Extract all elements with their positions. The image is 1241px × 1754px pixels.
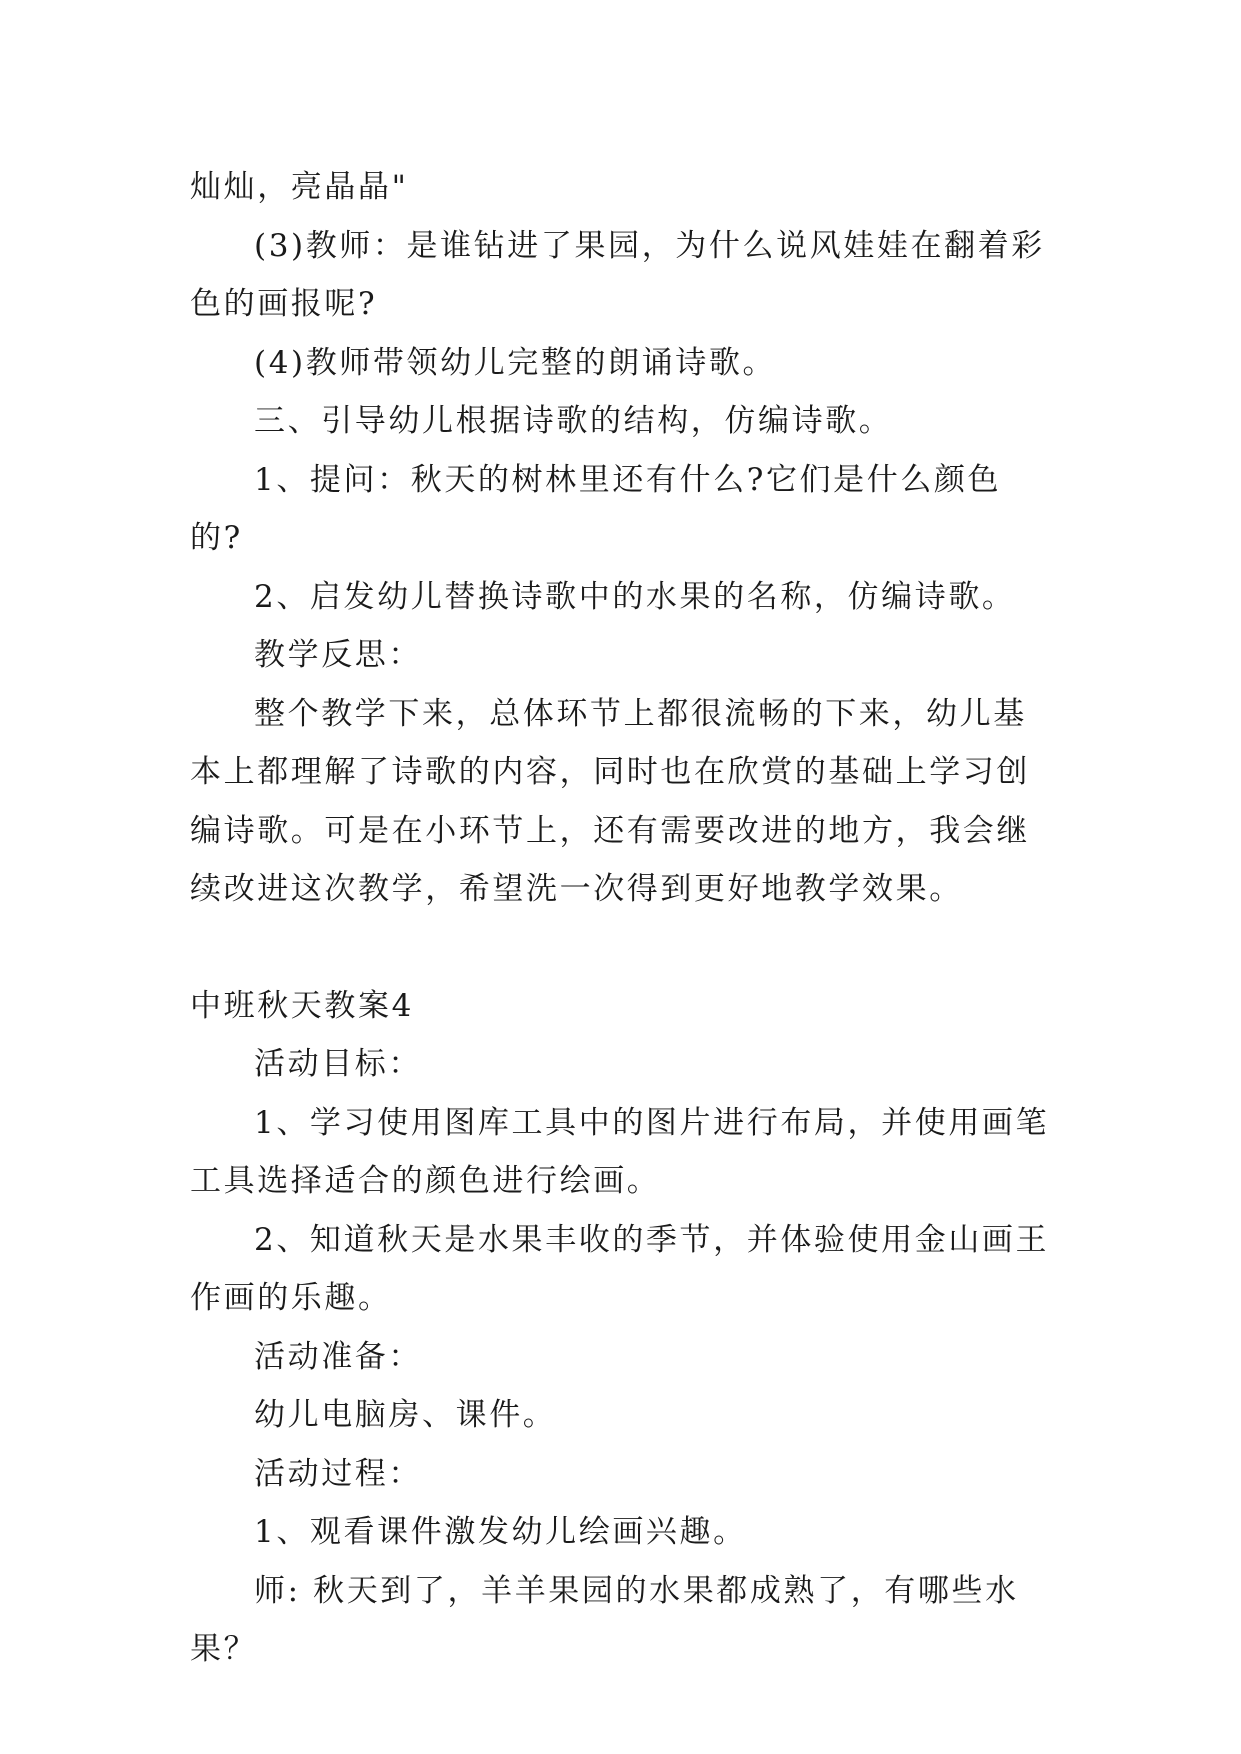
paragraph: 1、观看课件激发幼儿绘画兴趣。 [254,1514,747,1550]
paragraph: (4)教师带领幼儿完整的朗诵诗歌。 [254,344,777,381]
section-spacer [190,919,1052,977]
paragraph: 2、启发幼儿替换诗歌中的水果的名称，仿编诗歌。 [254,578,1016,615]
document-body [190,158,1052,1679]
paragraph: 1、提问：秋天的树林里还有什么?它们是什么颜色的? [190,461,1002,556]
paragraph: 活动目标： [254,1046,422,1082]
paragraph: 活动过程： [254,1455,422,1492]
paragraph: (3)教师：是谁钻进了果园，为什么说风娃娃在翻着彩色的画报呢? [190,227,1045,322]
paragraph: 师: 秋天到了，羊羊果园的水果都成熟了，有哪些水果？ [190,1572,1019,1667]
paragraph: 1、学习使用图库工具中的图片进行布局，并使用画笔工具选择适合的颜色进行绘画。 [190,1104,1050,1199]
paragraph-continuation: 灿灿，亮晶晶" [190,169,409,205]
paragraph: 三、引导幼儿根据诗歌的结构，仿编诗歌。 [254,403,893,439]
paragraph: 整个教学下来，总体环节上都很流畅的下来，幼儿基本上都理解了诗歌的内容，同时也在欣赏的基础上学习创编诗歌。可是在小环节上，还有需要改进的地方，我会继续改进这次教学，希望洗一次得到更好地教学效果。 [190,695,1030,907]
paragraph: 幼儿电脑房、课件。 [254,1397,557,1433]
paragraph: 教学反思： [254,637,422,673]
section-title: 中班秋天教案4 [190,987,414,1024]
paragraph: 活动准备： [254,1338,422,1375]
paragraph: 2、知道秋天是水果丰收的季节，并体验使用金山画王作画的乐趣。 [190,1221,1050,1316]
